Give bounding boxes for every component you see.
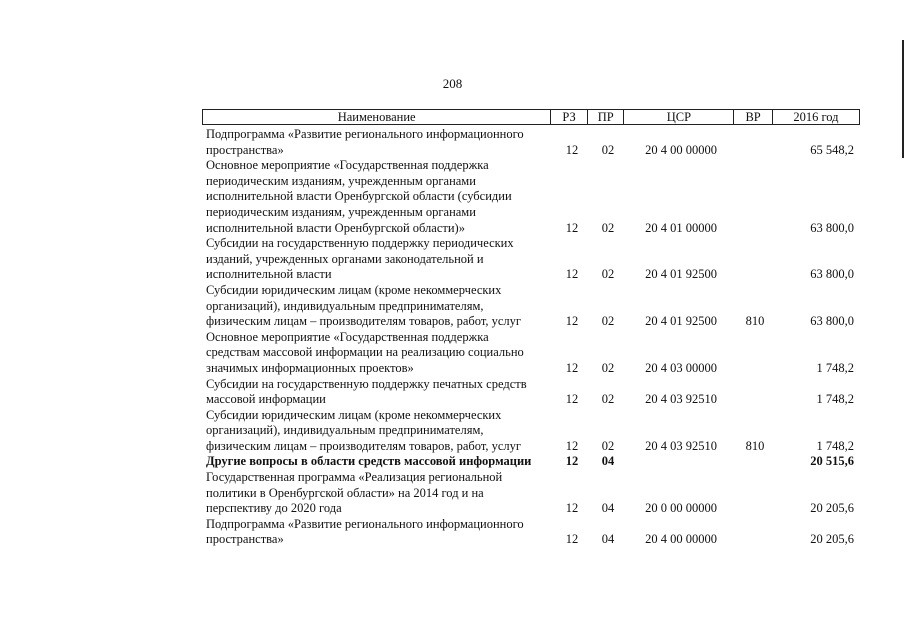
- row-csr: 20 4 01 92500: [645, 314, 717, 329]
- row-name-line: Государственная программа «Реализация региональной: [206, 470, 503, 485]
- row-name: [202, 470, 554, 517]
- row-name-line: Основное мероприятие «Государственная поддержка: [206, 158, 489, 173]
- row-amount: 20 515,6: [810, 454, 854, 469]
- row-name-line: исполнительной власти Оренбургской области)»: [206, 220, 465, 235]
- table-row: [202, 236, 860, 283]
- row-name-line: исполнительной власти: [206, 267, 332, 282]
- row-name-line: Субсидии юридическим лицам (кроме некоммерческих: [206, 282, 502, 297]
- row-csr: 20 4 01 00000: [645, 220, 717, 235]
- header-pr: ПР: [587, 109, 624, 125]
- row-pr: 02: [601, 267, 615, 282]
- row-amount: 63 800,0: [810, 314, 854, 329]
- row-rz: 12: [565, 220, 579, 235]
- row-name: [202, 408, 554, 455]
- row-pr: 02: [601, 314, 615, 329]
- row-name: [202, 330, 554, 377]
- row-rz: 12: [565, 314, 579, 329]
- row-name: [202, 127, 554, 158]
- table-row: [202, 283, 860, 330]
- row-name-line: Субсидии на государственную поддержку периодических: [206, 236, 514, 251]
- row-amount: 1 748,2: [816, 438, 854, 453]
- row-pr: 02: [601, 392, 615, 407]
- row-name-line: Другие вопросы в области средств массовой информации: [206, 454, 532, 469]
- budget-table: [202, 109, 860, 548]
- row-csr: 20 4 00 00000: [645, 142, 717, 157]
- row-amount: 63 800,0: [810, 267, 854, 282]
- table-row: [202, 158, 860, 236]
- header-name: Наименование: [202, 109, 550, 125]
- row-csr: 20 4 00 00000: [645, 532, 717, 547]
- row-pr: 02: [601, 360, 615, 375]
- row-name-line: средствам массовой информации на реализацию социально: [206, 345, 524, 360]
- row-name-line: исполнительной власти Оренбургской области (субсидии: [206, 189, 512, 204]
- header-rz: РЗ: [550, 109, 587, 125]
- row-pr: 04: [601, 501, 615, 516]
- table-header: [202, 109, 860, 125]
- table-body: [202, 127, 860, 548]
- table-row: [202, 377, 860, 408]
- row-csr: 20 4 03 00000: [645, 360, 717, 375]
- row-name: [202, 454, 554, 470]
- row-amount: 1 748,2: [816, 360, 854, 375]
- row-name-line: Субсидии юридическим лицам (кроме некоммерческих: [206, 407, 502, 422]
- page-number: 208: [442, 76, 463, 91]
- row-amount: 65 548,2: [810, 142, 854, 157]
- row-csr: 20 4 01 92500: [645, 267, 717, 282]
- row-amount: 63 800,0: [810, 220, 854, 235]
- row-name-line: Субсидии на государственную поддержку печатных средств: [206, 376, 527, 391]
- row-rz: 12: [565, 360, 579, 375]
- row-name-line: периодическим изданиям, учрежденным органами: [206, 204, 476, 219]
- row-name: [202, 377, 554, 408]
- row-rz: 12: [565, 392, 579, 407]
- row-name-line: политики в Оренбургской области» на 2014 год и на: [206, 485, 484, 500]
- table-row: [202, 408, 860, 455]
- row-rz: 12: [565, 532, 579, 547]
- row-name: [202, 283, 554, 330]
- row-rz: 12: [565, 142, 579, 157]
- row-amount: 20 205,6: [810, 501, 854, 516]
- table-row: [202, 127, 860, 158]
- row-name-line: массовой информации: [206, 392, 326, 407]
- row-rz: 12: [565, 501, 579, 516]
- row-name-line: организаций), индивидуальным предпринимателям,: [206, 298, 484, 313]
- row-pr: 04: [601, 454, 615, 469]
- row-name-line: значимых информационных проектов»: [206, 360, 414, 375]
- row-csr: 20 4 03 92510: [645, 392, 717, 407]
- row-pr: 04: [601, 532, 615, 547]
- row-pr: 02: [601, 220, 615, 235]
- row-csr: 20 4 03 92510: [645, 438, 717, 453]
- row-name-line: физическим лицам – производителям товаров, работ, услуг: [206, 314, 522, 329]
- row-name-line: организаций), индивидуальным предпринимателям,: [206, 423, 484, 438]
- row-name-line: Подпрограмма «Развитие регионального информационного: [206, 127, 524, 141]
- row-name: [202, 517, 554, 548]
- row-name-line: перспективу до 2020 года: [206, 501, 342, 516]
- row-name-line: Подпрограмма «Развитие регионального информационного: [206, 516, 524, 531]
- row-name: [202, 158, 554, 236]
- table-row: [202, 470, 860, 517]
- header-vr: ВР: [733, 109, 772, 125]
- row-pr: 02: [601, 142, 615, 157]
- header-csr: ЦСР: [623, 109, 733, 125]
- table-row: [202, 517, 860, 548]
- row-rz: 12: [565, 267, 579, 282]
- row-csr: 20 0 00 00000: [645, 501, 717, 516]
- row-amount: 1 748,2: [816, 392, 854, 407]
- row-name-line: изданий, учрежденных органами законодательной и: [206, 251, 484, 266]
- row-rz: 12: [565, 438, 579, 453]
- row-vr: 810: [745, 314, 765, 329]
- scan-margin-line: [902, 40, 904, 158]
- row-rz: 12: [565, 454, 579, 469]
- row-name-line: пространства»: [206, 142, 284, 157]
- row-name-line: физическим лицам – производителям товаров, работ, услуг: [206, 438, 522, 453]
- header-year: 2016 год: [772, 109, 860, 125]
- table-row: [202, 454, 860, 470]
- row-name: [202, 236, 554, 283]
- row-amount: 20 205,6: [810, 532, 854, 547]
- table-row: [202, 330, 860, 377]
- row-name-line: Основное мероприятие «Государственная поддержка: [206, 329, 489, 344]
- row-pr: 02: [601, 438, 615, 453]
- row-name-line: периодическим изданиям, учрежденным органами: [206, 173, 476, 188]
- row-name-line: пространства»: [206, 532, 284, 547]
- row-vr: 810: [745, 438, 765, 453]
